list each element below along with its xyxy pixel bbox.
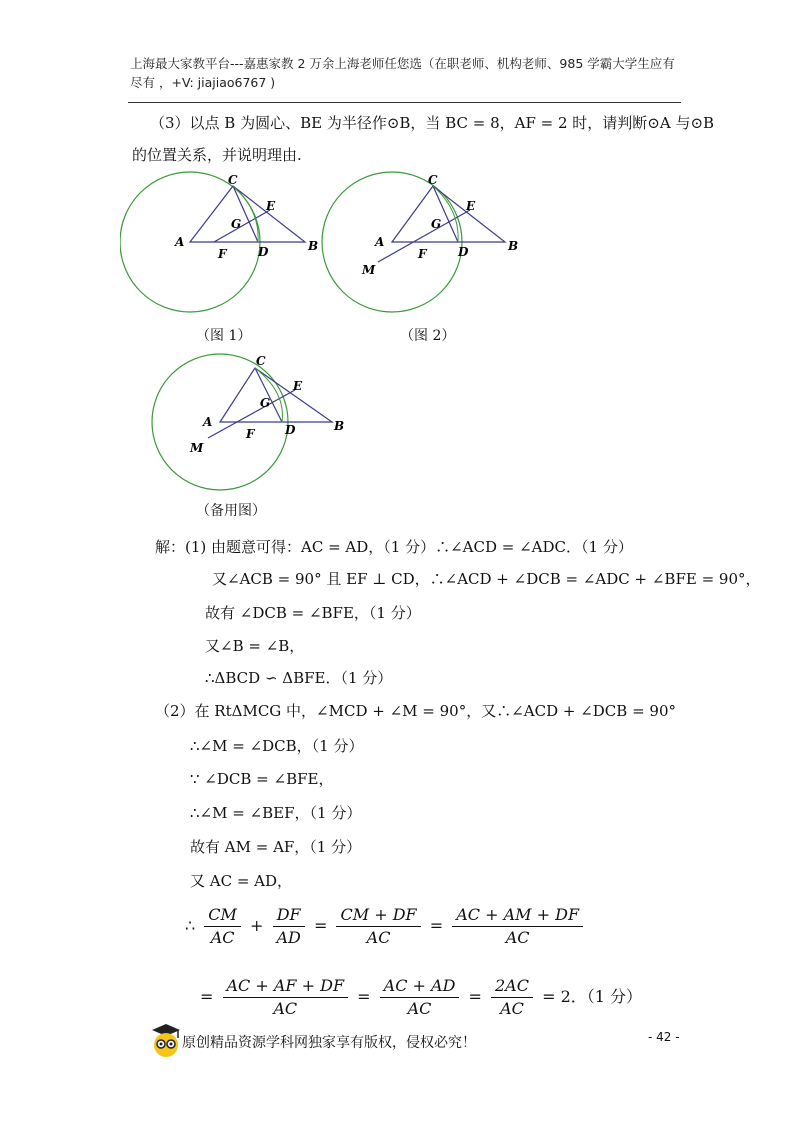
page-header (130, 54, 690, 92)
fraction-ac-am-df-ac: $\frac{AC + AM + DF}{AC}$ (452, 904, 583, 949)
triangle-abc (190, 186, 305, 242)
copyright-notice: 原创精品资源学科网独家享有版权，侵权必究！ (182, 1035, 476, 1051)
fraction-ac-af-df-ac: $\frac{AC + AF + DF}{AC}$ (223, 975, 349, 1020)
label-a: A (203, 415, 213, 429)
figure-3-caption: （备用图） (196, 503, 266, 519)
triangle-abc (220, 368, 332, 422)
label-c: C (256, 354, 266, 368)
mascot-logo-icon (150, 1022, 182, 1058)
segment-fe (214, 210, 270, 242)
fraction-cm-ac: $\frac{CM}{AC}$ (204, 904, 241, 949)
figure-1 (120, 170, 330, 330)
segment-cd (433, 186, 458, 242)
label-e: E (466, 199, 476, 213)
solution-line-1: 解：(1) 由题意可得：AC = AD，（1 分）∴∠ACD = ∠ADC．（1 分） (155, 538, 633, 556)
equation-2 (200, 975, 642, 1020)
fraction-df-ad: $\frac{DF}{AD}$ (273, 904, 305, 949)
label-b: B (508, 239, 519, 253)
plus-sign: + (250, 916, 264, 935)
label-g: G (231, 217, 242, 231)
figure-1-caption: （图 1） (196, 328, 252, 344)
label-a: A (175, 235, 185, 249)
label-b: B (334, 419, 345, 433)
equals-sign: = (468, 987, 482, 1006)
solution-line-11: 又 AC = AD， (190, 872, 293, 890)
solution-line-4: 又∠B = ∠B， (205, 637, 305, 655)
question-3-line-2: 的位置关系，并说明理由. (132, 146, 302, 164)
solution-line-8: ∵ ∠DCB = ∠BFE， (190, 770, 334, 788)
fraction-cm-df-ac: $\frac{CM + DF}{AC}$ (336, 904, 420, 949)
solution-line-10: 故有 AM = AF，（1 分） (190, 838, 362, 856)
label-a: A (375, 235, 385, 249)
solution-line-3: 故有 ∠DCB = ∠BFE，（1 分） (205, 604, 421, 622)
page-number: - 42 - (648, 1030, 680, 1044)
result-value: = 2．（1 分） (542, 987, 643, 1006)
label-m: M (190, 441, 204, 455)
solution-line-7: ∴∠M = ∠DCB，（1 分） (190, 737, 364, 755)
equation-1 (185, 904, 587, 949)
label-d: D (458, 245, 469, 259)
therefore-symbol: ∴ (185, 916, 196, 935)
header-line-1: 上海最大家教平台---嘉惠家教 2 万余上海老师任您选（在职老师、机构老师、985 学霸大学生应有 (130, 56, 675, 71)
triangle-abc (392, 186, 505, 242)
label-e: E (293, 379, 303, 393)
label-d: D (258, 245, 269, 259)
label-d: D (285, 423, 296, 437)
equals-sign: = (429, 916, 444, 935)
figure-2 (320, 170, 530, 330)
solution-line-5: ∴ΔBCD ∽ ΔBFE．（1 分） (205, 669, 393, 687)
label-g: G (260, 396, 271, 410)
label-c: C (228, 173, 238, 187)
label-f: F (418, 247, 427, 261)
equals-sign: = (357, 987, 371, 1006)
label-e: E (266, 199, 276, 213)
equals-sign: = (200, 987, 214, 1006)
solution-line-2: 又∠ACB = 90° 且 EF ⊥ CD，∴∠ACD + ∠DCB = ∠ADC + ∠BFE = 90°， (212, 570, 761, 588)
solution-line-9: ∴∠M = ∠BEF，（1 分） (190, 804, 362, 822)
label-g: G (431, 217, 442, 231)
question-3-line-1: （3）以点 B 为圆心、BE 为半径作⊙B，当 BC = 8，AF = 2 时，请判断⊙A 与⊙B (150, 114, 715, 132)
figure-3 (150, 352, 360, 502)
label-f: F (246, 427, 255, 441)
solution-line-6: （2）在 RtΔMCG 中，∠MCD + ∠M = 90°，又∴∠ACD + ∠DCB = 90° (155, 702, 677, 720)
fraction-ac-ad-ac: $\frac{AC + AD}{AC}$ (380, 975, 460, 1020)
label-b: B (308, 239, 319, 253)
label-f: F (218, 247, 227, 261)
header-line-2: 尽有 ，+V: jiajiao6767 ) (130, 75, 276, 90)
equals-sign: = (313, 916, 328, 935)
header-divider (128, 102, 681, 103)
label-c: C (428, 173, 438, 187)
label-m: M (362, 263, 376, 277)
fraction-2ac-ac: $\frac{2AC}{AC}$ (491, 975, 533, 1020)
figure-2-caption: （图 2） (400, 328, 456, 344)
